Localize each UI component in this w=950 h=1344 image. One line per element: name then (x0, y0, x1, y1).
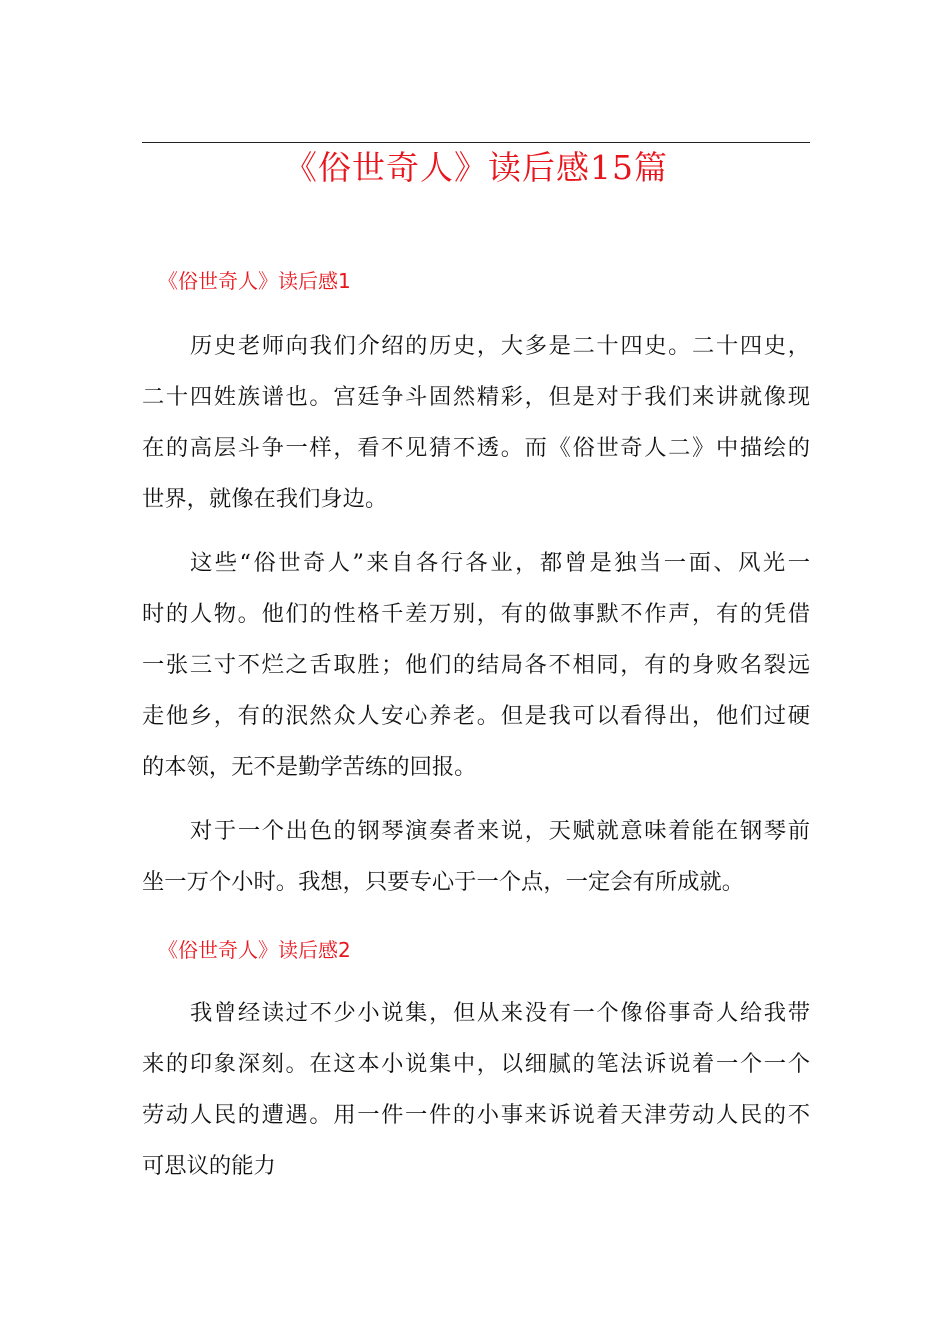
document-title: 《俗世奇人》读后感15篇 (284, 148, 668, 187)
text-line: 坐一万个小时。我想，只要专心于一个点，一定会有所成就。 (142, 869, 745, 895)
paragraph (142, 321, 810, 525)
text-line: 对于一个出色的钢琴演奏者来说，天赋就意味着能在钢琴前 (190, 818, 810, 844)
section-heading-2: 《俗世奇人》读后感2 (158, 938, 351, 962)
text-line: 历史老师向我们介绍的历史，大多是二十四史。二十四史， (190, 333, 810, 359)
paragraph (142, 806, 810, 908)
paragraph (142, 988, 810, 1192)
text-line: 劳动人民的遭遇。用一件一件的小事来诉说着天津劳动人民的不 (142, 1102, 810, 1128)
paragraph (142, 538, 810, 793)
text-line: 的本领，无不是勤学苦练的回报。 (142, 754, 477, 780)
text-line: 来的印象深刻。在这本小说集中，以细腻的笔法诉说着一个一个 (142, 1051, 810, 1077)
text-line: 这些“俗世奇人”来自各行各业，都曾是独当一面、风光一 (190, 550, 810, 576)
text-line: 一张三寸不烂之舌取胜；他们的结局各不相同，有的身败名裂远 (142, 652, 810, 678)
section-heading-1: 《俗世奇人》读后感1 (158, 269, 351, 293)
text-line: 在的高层斗争一样，看不见猜不透。而《俗世奇人二》中描绘的 (142, 435, 810, 461)
text-line: 二十四姓族谱也。宫廷争斗固然精彩，但是对于我们来讲就像现 (142, 384, 810, 410)
text-line: 走他乡，有的泯然众人安心养老。但是我可以看得出，他们过硬 (142, 703, 810, 729)
text-line: 世界，就像在我们身边。 (142, 486, 388, 512)
text-line: 我曾经读过不少小说集，但从来没有一个像俗事奇人给我带 (190, 1000, 810, 1026)
header-rule (142, 142, 810, 143)
text-line: 时的人物。他们的性格千差万别，有的做事默不作声，有的凭借 (142, 601, 810, 627)
text-line: 可思议的能力 (142, 1153, 276, 1179)
